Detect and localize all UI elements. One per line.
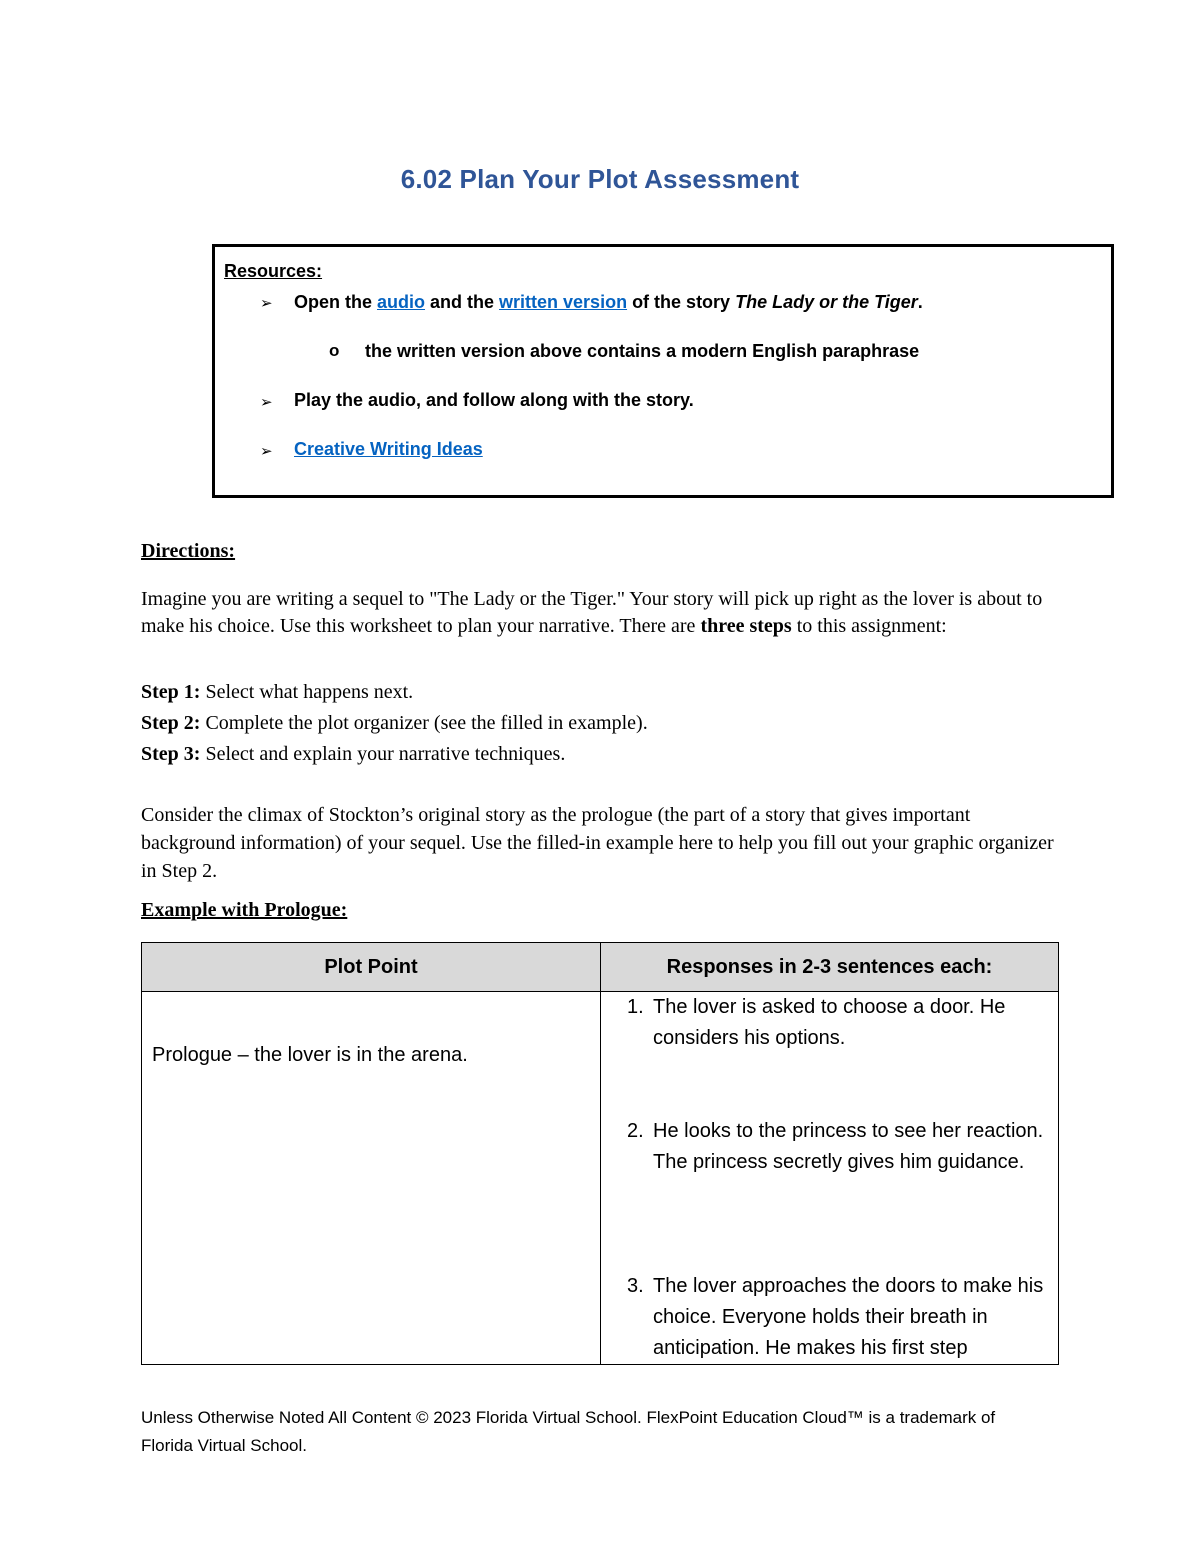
list-item-number: 3. <box>627 1275 644 1297</box>
resources-heading: Resources: <box>224 261 323 281</box>
list-item <box>627 1116 1053 1178</box>
list-item-text: He looks to the princess to see her reaction. The princess secretly gives him guidance. <box>653 1120 1044 1173</box>
directions-text-bold: three steps <box>700 615 792 637</box>
list-item-text: The lover approaches the doors to make his choice. Everyone holds their breath in anticipation. He makes his first step <box>653 1275 1044 1359</box>
resource-open-end: . <box>917 292 923 312</box>
arrow-bullet-icon: ➢ <box>260 443 273 460</box>
step-2-line <box>141 712 648 735</box>
step-3-line <box>141 743 565 766</box>
list-item-number: 2. <box>627 1120 644 1142</box>
step-2-text: Complete the plot organizer (see the filled in example). <box>200 712 648 734</box>
directions-text-part2: to this assignment: <box>791 615 947 637</box>
list-item <box>627 992 1053 1054</box>
list-item <box>627 1271 1053 1364</box>
resource-open-suffix: of the story <box>627 292 736 312</box>
responses-header: Responses in 2-3 sentences each: <box>601 943 1059 992</box>
resource-open-prefix: Open the <box>294 292 378 312</box>
table-row <box>142 992 1059 1365</box>
page-title: 6.02 Plan Your Plot Assessment <box>400 164 800 194</box>
list-item-number: 1. <box>627 996 644 1018</box>
plot-point-text: Prologue – the lover is in the arena. <box>152 1044 468 1066</box>
plot-point-header: Plot Point <box>142 943 601 992</box>
footer: Unless Otherwise Noted All Content © 2023 Florida Virtual School. FlexPoint Education Cloud™ is a trademark of Florida Virtual School. <box>141 1408 996 1455</box>
directions-text-part1: Imagine you are writing a sequel to "The Lady or the Tiger." Your story will pick up right as the lover is about to make his choice. Use this worksheet to plan your narrative. There are <box>141 588 1043 637</box>
story-title: The Lady or the Tiger <box>735 292 918 312</box>
resources-box <box>212 244 1114 498</box>
responses-list <box>601 992 1058 1364</box>
resource-play-line: Play the audio, and follow along with the story. <box>294 390 694 410</box>
step-3-text: Select and explain your narrative techniques. <box>200 743 566 765</box>
resource-open-line <box>294 292 923 313</box>
directions-heading: Directions: <box>141 540 236 562</box>
climax-paragraph: Consider the climax of Stockton’s original story as the prologue (the part of a story that gives important background information) of your sequel. Use the filled-in example here to help you fill out your graphic organizer in Step 2. <box>141 804 1054 882</box>
audio-link[interactable]: audio <box>377 292 426 312</box>
responses-cell <box>601 992 1059 1365</box>
arrow-bullet-icon: ➢ <box>260 295 273 312</box>
plot-point-cell <box>142 992 601 1365</box>
plot-organizer-table <box>141 942 1059 1365</box>
resource-open-middle: and the <box>425 292 500 312</box>
list-item-text: The lover is asked to choose a door. He considers his options. <box>653 996 1006 1049</box>
example-heading: Example with Prologue: <box>141 899 348 921</box>
step-2-label: Step 2: <box>141 712 201 734</box>
step-1-line <box>141 681 413 704</box>
step-3-label: Step 3: <box>141 743 201 765</box>
circle-bullet-icon: o <box>329 341 340 360</box>
arrow-bullet-icon: ➢ <box>260 394 273 411</box>
directions-paragraph <box>141 586 1066 640</box>
resource-sub-item: the written version above contains a modern English paraphrase <box>365 341 920 361</box>
step-1-text: Select what happens next. <box>200 681 414 703</box>
written-version-link[interactable]: written version <box>499 292 628 312</box>
table-header-row <box>142 943 1059 992</box>
step-1-label: Step 1: <box>141 681 201 703</box>
creative-writing-ideas-link[interactable]: Creative Writing Ideas <box>294 439 483 459</box>
